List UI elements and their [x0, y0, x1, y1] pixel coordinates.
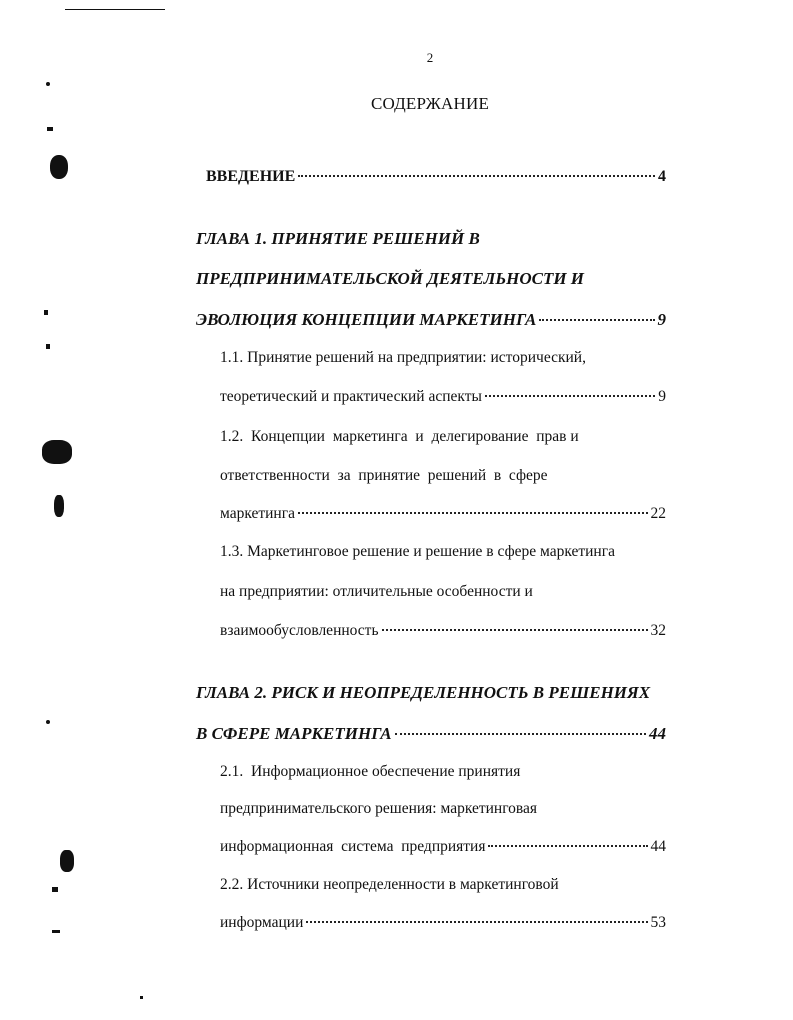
scan-speck: [50, 155, 68, 179]
toc-entry-page: 4: [658, 168, 666, 185]
toc-chapter-line: ПРЕДПРИНИМАТЕЛЬСКОЙ ДЕЯТЕЛЬНОСТИ И: [196, 269, 585, 288]
toc-title: СОДЕРЖАНИЕ: [370, 94, 490, 113]
toc-entry-page: 22: [650, 505, 666, 522]
toc-entry-text: теоретический и практический аспекты: [220, 388, 482, 405]
toc-section-2-2[interactable]: [220, 914, 666, 936]
scan-line-top: [65, 9, 165, 10]
dot-leader: [485, 395, 655, 397]
scan-speck: [60, 850, 74, 872]
dot-leader: [306, 921, 647, 923]
toc-entry-page: 32: [650, 622, 666, 639]
toc-entry-text: В СФЕРЕ МАРКЕТИНГА: [196, 724, 392, 743]
toc-section-1-1[interactable]: [220, 388, 666, 410]
dot-leader: [382, 629, 648, 631]
toc-chapter-line: ГЛАВА 1. ПРИНЯТИЕ РЕШЕНИЙ В: [196, 229, 480, 248]
scan-speck: [52, 887, 58, 892]
toc-entry-text: информационная система предприятия: [220, 838, 486, 855]
scan-speck: [46, 720, 50, 724]
toc-entry-page: 53: [650, 914, 666, 931]
toc-chapter-line: ГЛАВА 2. РИСК И НЕОПРЕДЕЛЕННОСТЬ В РЕШЕНИЯХ: [196, 683, 651, 702]
scan-speck: [46, 82, 50, 86]
toc-section-line: 2.2. Источники неопределенности в маркетинговой: [220, 876, 559, 893]
dot-leader: [298, 175, 655, 177]
toc-entry-text: маркетинга: [220, 505, 295, 522]
scan-speck: [52, 930, 60, 933]
toc-entry-page: 9: [658, 388, 666, 405]
toc-section-line: 1.2. Концепции маркетинга и делегирование прав и: [220, 428, 579, 445]
scan-speck: [47, 127, 53, 131]
toc-section-line: на предприятии: отличительные особенности и: [220, 583, 533, 600]
scan-speck: [42, 440, 72, 464]
toc-entry-intro[interactable]: [206, 168, 666, 190]
scan-speck: [44, 310, 48, 315]
scan-speck: [54, 495, 64, 517]
toc-entry-text: ВВЕДЕНИЕ: [206, 168, 296, 185]
page-number: 2: [426, 50, 434, 65]
toc-section-2-1[interactable]: [220, 838, 666, 860]
toc-chapter-2-last[interactable]: [196, 724, 666, 746]
dot-leader: [488, 845, 647, 847]
toc-section-1-2[interactable]: [220, 505, 666, 527]
toc-section-1-3[interactable]: [220, 622, 666, 644]
toc-section-line: 1.3. Маркетинговое решение и решение в сфере маркетинга: [220, 543, 615, 560]
scan-speck: [46, 344, 50, 349]
toc-section-line: ответственности за принятие решений в сфере: [220, 467, 548, 484]
dot-leader: [395, 733, 646, 735]
toc-entry-page: 44: [650, 838, 666, 855]
scan-speck: [140, 996, 143, 999]
dot-leader: [298, 512, 648, 514]
toc-section-line: предпринимательского решения: маркетинговая: [220, 800, 538, 817]
dot-leader: [539, 319, 654, 321]
toc-entry-page: 9: [657, 310, 666, 329]
toc-entry-page: 44: [649, 724, 666, 743]
toc-section-line: 1.1. Принятие решений на предприятии: исторический,: [220, 349, 586, 366]
toc-entry-text: взаимообусловленность: [220, 622, 379, 639]
toc-entry-text: ЭВОЛЮЦИЯ КОНЦЕПЦИИ МАРКЕТИНГА: [196, 310, 537, 329]
toc-entry-text: информации: [220, 914, 304, 931]
toc-chapter-1-last[interactable]: [196, 310, 666, 332]
toc-section-line: 2.1. Информационное обеспечение принятия: [220, 763, 521, 780]
